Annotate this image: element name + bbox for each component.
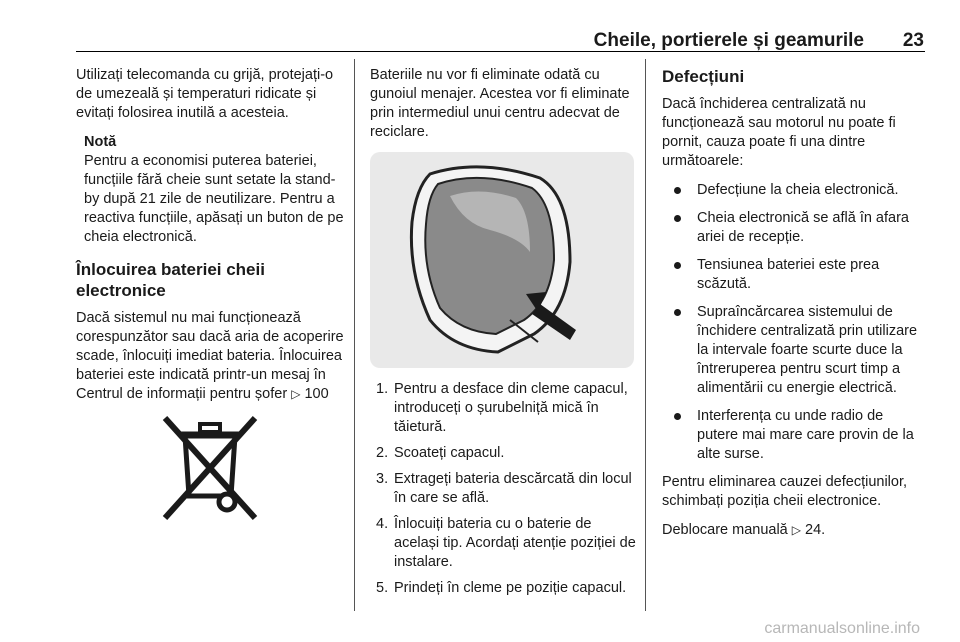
list-item: 1. Pentru a desface din cleme capacul, introduceți o șurubelniță mică în tăietură. [376,381,628,435]
page-reference-link[interactable]: 100 [304,386,329,402]
note-title: Notă [84,134,117,150]
bullet-icon [674,215,681,222]
list-item: Defecțiune la cheia electronică. [662,181,928,200]
bullet-icon [674,262,681,269]
page-reference-link[interactable]: 24. [805,522,826,538]
remedy-paragraph: Pentru eliminarea cauzei defecțiunilor, schimbați poziția cheii electronice. [662,474,908,509]
bullet-icon [674,309,681,316]
list-item: Interferența cu unde radio de putere mai mare care provin de la alte surse. [662,407,928,464]
arrow-reference-icon: ▷ [791,523,802,537]
header-divider [76,51,925,52]
list-item: 5. Prindeți în cleme pe poziție capacul. [376,580,627,596]
list-item: Tensiunea bateriei este prea scăzută. [662,256,928,294]
column-middle [370,66,636,605]
intro-paragraph: Utilizați telecomanda cu grijă, protejați-o de umezeală și temperaturi ridicate și evitați folosirea inutilă a acesteia. [76,67,334,121]
list-item: 2. Scoateți capacul. [376,445,505,461]
section-heading: Înlocuirea bateriei cheii electronice [76,260,265,300]
column-divider [645,59,646,611]
note-box [76,133,344,247]
list-item: 4. Înlocuiți bateria cu o baterie de același tip. Acordați atenție poziției de instalare. [376,516,636,570]
list-item: Supraîncărcarea sistemului de închidere centralizată prin utilizare la intervale foarte scurte duce la întreruperea pentru scurt timp a alimentării cu energie electrică. [662,303,928,398]
body-text: Dacă sistemul nu mai funcționează corespunzător sau dacă aria de acoperire scade, înlocuiți imediat bateria. Înlocuirea bateriei este indicată printr-un mesaj în Centrul de informații pentru șofer [76,310,344,402]
faults-intro: Dacă închiderea centralizată nu funcționează sau motorul nu poate fi pornit, cauza poate fi una dintre următoarele: [662,96,896,169]
body-paragraph [76,309,344,404]
watermark: carmanualsonline.info [764,620,920,637]
column-right [662,66,928,550]
crossed-out-wheelie-bin-icon [155,414,265,524]
list-item: Cheia electronică se află în afara ariei de recepție. [662,209,928,247]
list-item: 3. Extrageți bateria descărcată din locul în care se află. [376,471,632,506]
replacement-steps [370,380,636,598]
header-title: Cheile, portierele și geamurile [593,30,864,51]
bullet-icon [674,413,681,420]
recycling-figure [76,414,344,530]
key-fob-cover-removal-illustration [370,152,634,368]
disposal-paragraph: Bateriile nu vor fi eliminate odată cu gunoiul menajer. Acestea vor fi eliminate prin intermediul unui centru adecvat de reciclare. [370,67,630,140]
column-divider [354,59,355,611]
column-left [76,66,344,530]
manual-unlock-paragraph: Deblocare manuală ▷ 24. [662,522,826,538]
fault-causes-list [662,181,928,464]
note-text: Pentru a economisi puterea bateriei, funcțiile fără cheie sunt setate la stand-by după 21 zile de neutilizare. Pentru a reactiva funcțiile, apăsați un buton de pe cheia electronică. [84,153,344,245]
bullet-icon [674,187,681,194]
arrow-reference-icon: ▷ [291,387,301,401]
section-heading: Defecțiuni [662,67,745,86]
key-fob-figure [370,152,634,368]
page-number: 23 [902,30,924,51]
